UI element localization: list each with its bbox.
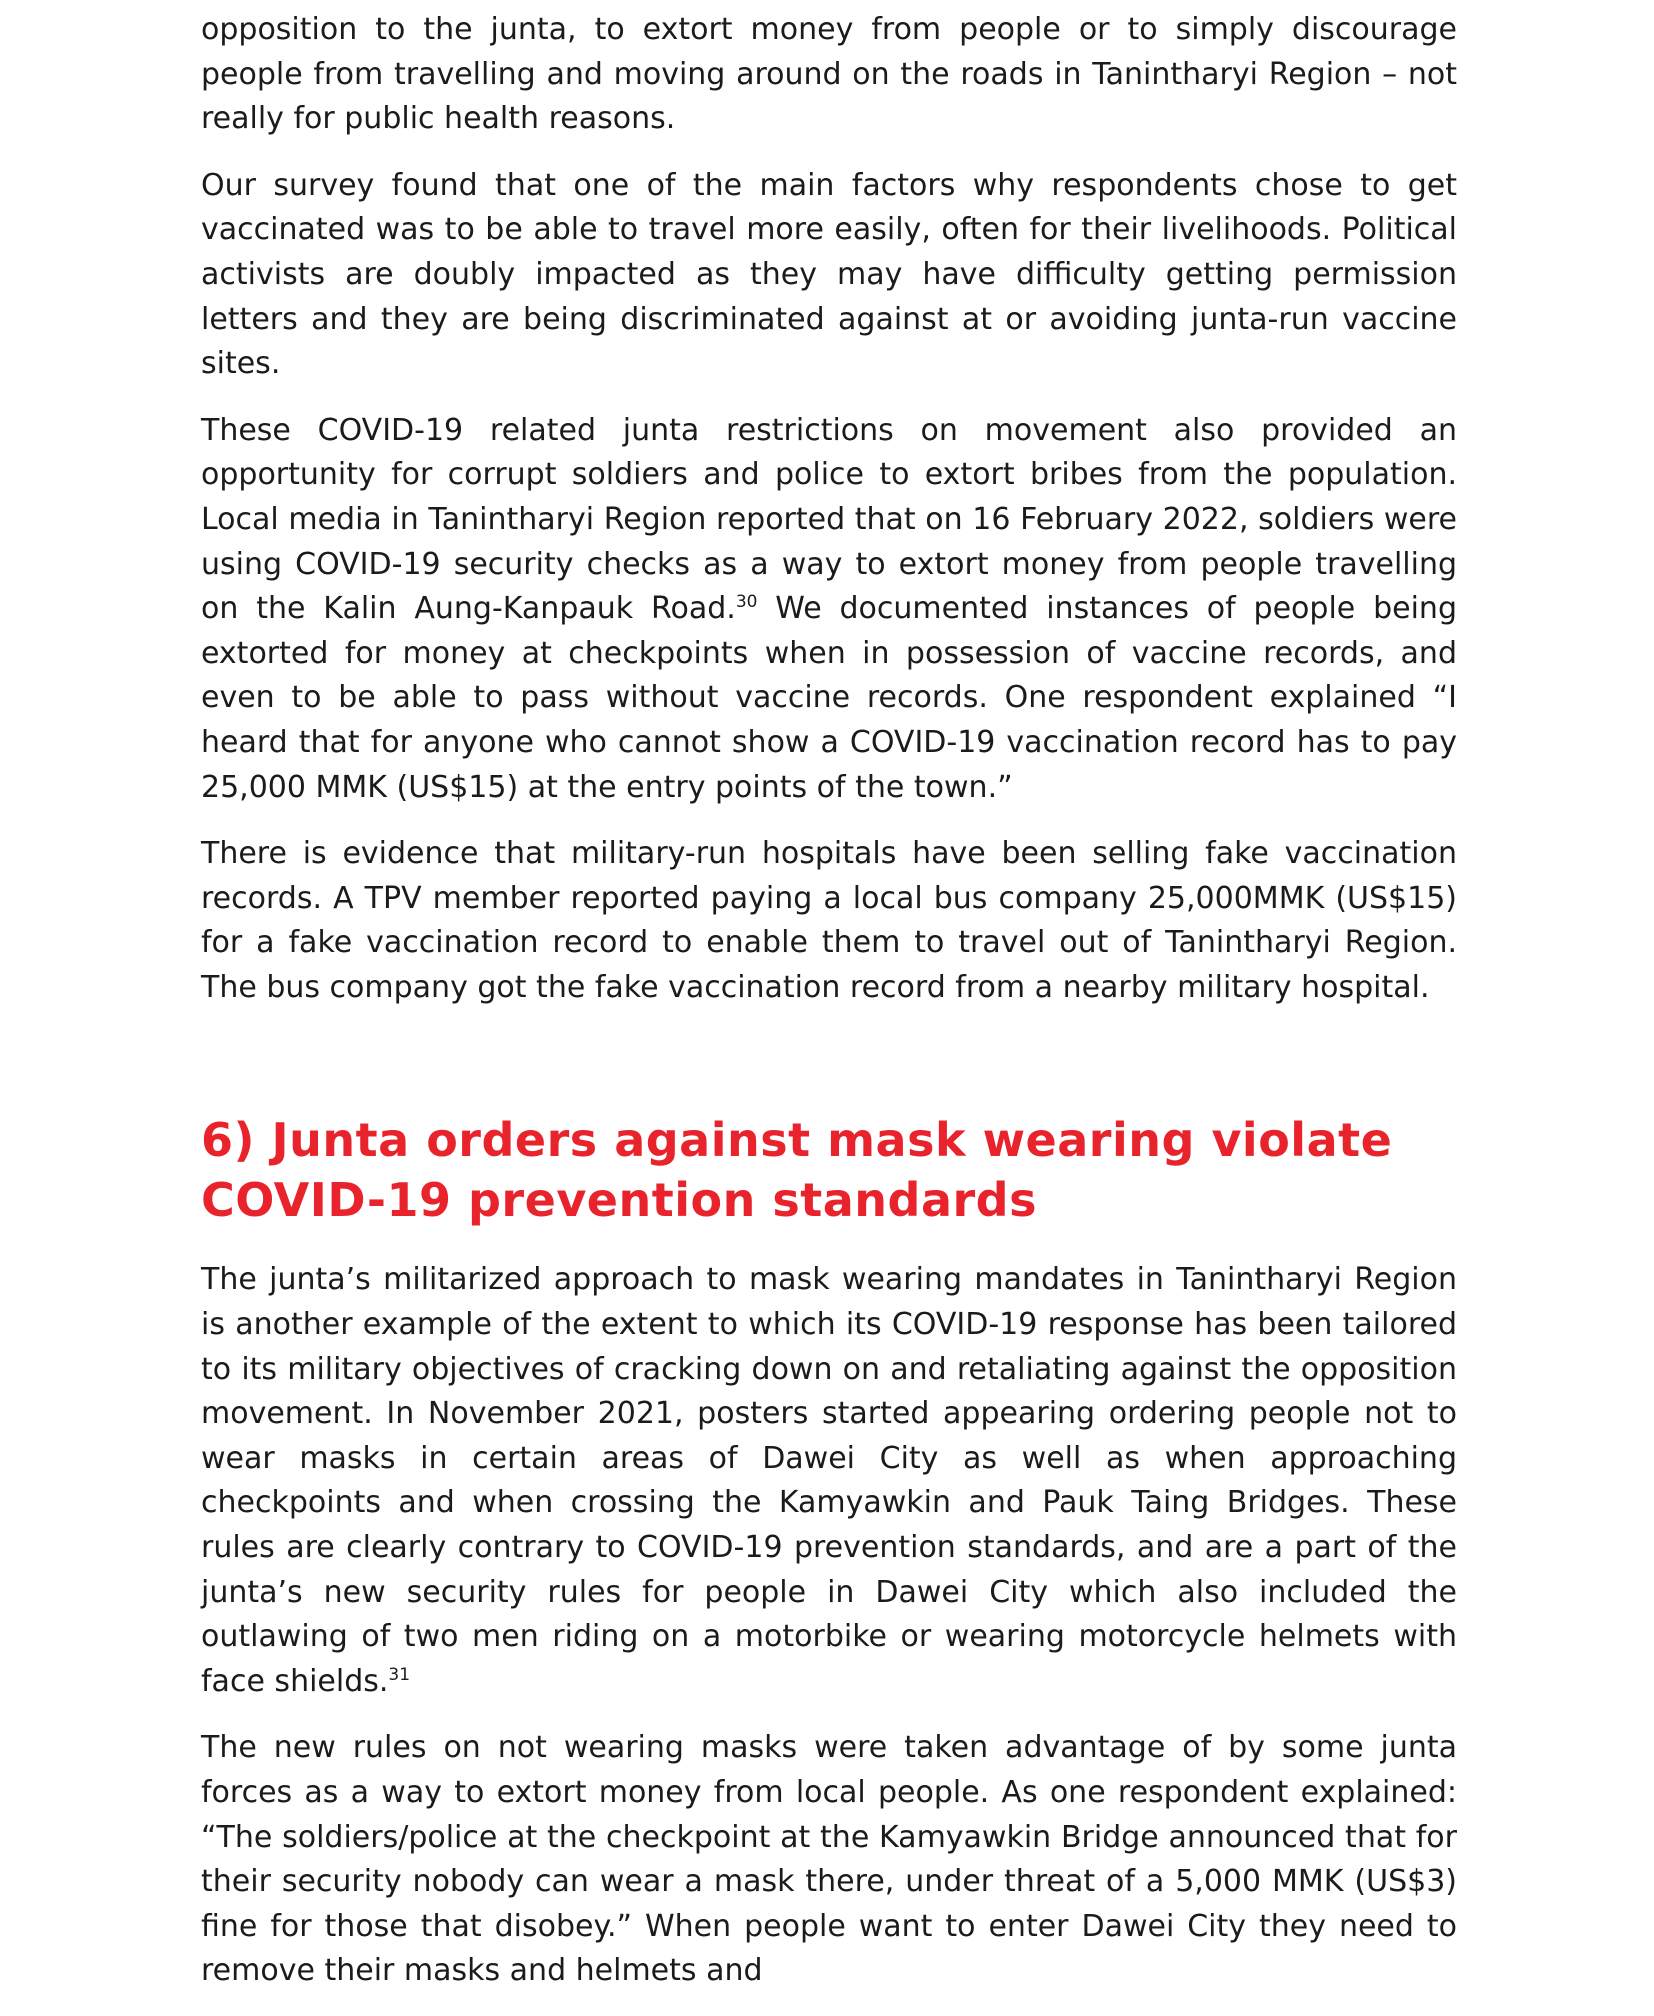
section-heading (201, 1110, 1457, 1230)
paragraph-text: We documented instances of people being extorted for money at checkpoints when in possession of vaccine records, and even to be able to pass without vaccine records. One respondent explained “I heard that for anyone who cannot show a COVID-19 vaccination record has to pay 25,000 MMK (US$15) at the entry points of the town.” (201, 591, 1457, 805)
footnote-reference[interactable]: 30 (735, 592, 758, 613)
section-heading-line: 6) Junta orders against mask wearing violate (201, 1113, 1393, 1168)
paragraph-text: The new rules on not wearing masks were taken advantage of by some junta forces as a way to extort money from local people. As one respondent explained: “The soldiers/police at the checkpoint at the Kamyawkin Bridge announced that for their security nobody can wear a mask there, under threat of a 5,000 MMK (US$3) fine for those that disobey.” When people want to enter Dawei City they need to remove their masks and helmets and (201, 1730, 1457, 1989)
paragraph-text: Our survey found that one of the main factors why respondents chose to get vaccinated was to be able to travel more easily, often for their livelihoods. Political activists are doubly impacted as they may have difficulty getting permission letters and they are being discriminated against at or avoiding junta-run vaccine sites. (201, 167, 1457, 382)
paragraph-text: The junta’s militarized approach to mask wearing mandates in Tanintharyi Region is another example of the extent to which its COVID-19 response has been tailored to its military objectives of cracking down on and retaliating against the opposition movement. In November 2021, posters started appearing ordering people not to wear masks in certain areas of Dawei City as well as when approaching checkpoints and when crossing the Kamyawkin and Pauk Taing Bridges. These rules are clearly contrary to COVID-19 prevention standards, and are a part of the junta’s new security rules for people in Dawei City which also included the outlawing of two men riding on a motorbike or wearing motorcycle helmets with face shields. (201, 1262, 1457, 1699)
paragraph-mask-mandates (201, 1258, 1457, 1704)
paragraph-text: There is evidence that military-run hospitals have been selling fake vaccination records. A TPV member reported paying a local bus company 25,000MMK (US$15) for a fake vaccination record to enable them to travel out of Tanintharyi Region. The bus company got the fake vaccination record from a nearby military hospital. (201, 836, 1457, 1005)
paragraph-text: opposition to the junta, to extort money from people or to simply discourage people from travelling and moving around on the roads in Tanintharyi Region – not really for public health reasons. (201, 12, 1457, 137)
paragraph-fake-records (201, 832, 1457, 1010)
paragraph-survey-findings (201, 164, 1457, 387)
paragraph-mask-extortion (201, 1726, 1457, 1994)
footnote-reference[interactable]: 31 (388, 1664, 411, 1685)
paragraph-travel-restrictions (201, 8, 1457, 142)
paragraph-text: These COVID-19 related junta restrictions on movement also provided an opportunity for corrupt soldiers and police to extort bribes from the population. Local media in Tanintharyi Region reported that on 16 February 2022, soldiers were using COVID-19 security checks as a way to extort money from people travelling on the Kalin Aung-Kanpauk Road. (201, 412, 1457, 627)
paragraph-extortion-checkpoints (201, 409, 1457, 810)
document-page (201, 8, 1457, 2016)
section-heading-line: COVID-19 prevention standards (201, 1173, 1037, 1228)
